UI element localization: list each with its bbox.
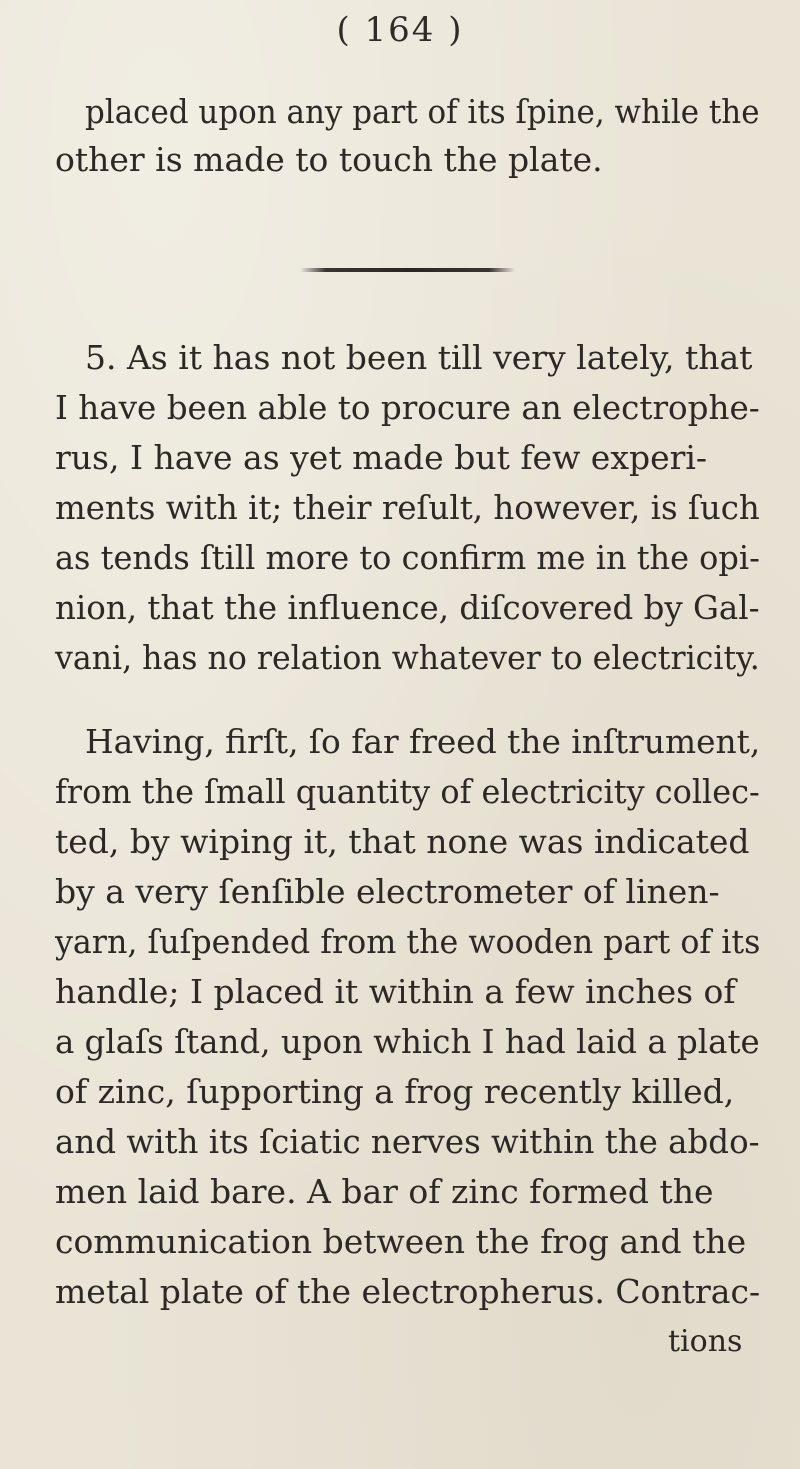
text-line: yarn, ſuſpended from the wooden part of its	[55, 922, 761, 961]
text-line: communication between the frog and the	[55, 1222, 747, 1261]
text-line: a glaſs ſtand, upon which I had laid a plate	[55, 1022, 760, 1061]
text-line: 5. As it has not been till very lately, that	[85, 338, 753, 377]
text-line: handle; I placed it within a few inches of	[55, 972, 736, 1011]
text-line: as tends ſtill more to confirm me in the opi-	[55, 538, 760, 577]
text-line: placed upon any part of its ſpine, while the	[85, 92, 760, 131]
page-number: ( 164 )	[336, 10, 464, 50]
text-line: metal plate of the electropherus. Contrac-	[55, 1272, 761, 1311]
text-line: and with its ſciatic nerves within the abdo-	[55, 1122, 760, 1161]
text-line: by a very ſenſible electrometer of linen-	[55, 872, 720, 911]
text-line: rus, I have as yet made but few experi-	[55, 438, 708, 477]
text-line: men laid bare. A bar of zinc formed the	[55, 1172, 714, 1211]
text-line: Having, firſt, ſo far freed the inſtrument,	[85, 722, 761, 761]
catchword: tions	[668, 1324, 743, 1359]
text-line: ted, by wiping it, that none was indicated	[55, 822, 750, 861]
section-divider	[300, 268, 515, 272]
text-line: I have been able to procure an electrophe-	[55, 388, 760, 427]
text-line: vani, has no relation whatever to electricity.	[55, 638, 760, 677]
text-line: other is made to touch the plate.	[55, 140, 603, 179]
text-line: from the ſmall quantity of electricity collec-	[55, 772, 760, 811]
text-line: of zinc, ſupporting a frog recently killed,	[55, 1072, 735, 1111]
text-line: ments with it; their reſult, however, is ſuch	[55, 488, 760, 527]
text-line: nion, that the influence, diſcovered by Gal-	[55, 588, 760, 627]
